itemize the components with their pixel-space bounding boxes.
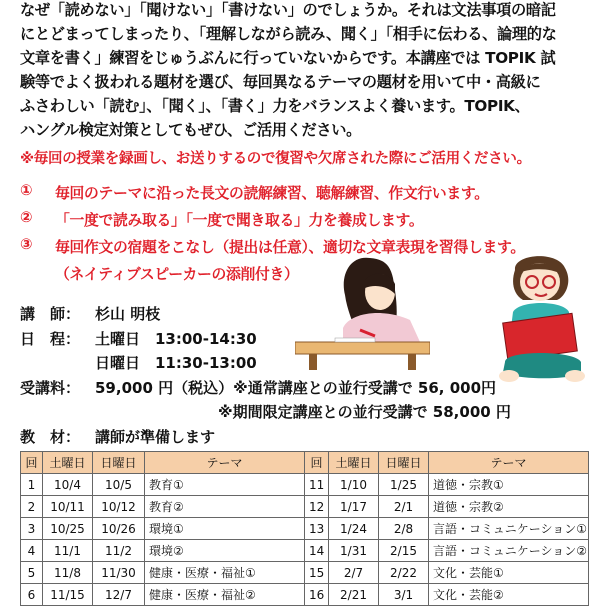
material-label: 教 材： [20, 428, 81, 446]
fee-value: 59,000 円（税込）※通常講座との並行受講で 56, 000円 [95, 379, 497, 397]
header-saturday: 土曜日 [329, 452, 379, 474]
intro-line: なぜ「読めない」「聞けない」「書けない」のでしょうか。それは文法事項の暗記 [20, 1, 556, 19]
saturday-cell: 1/31 [329, 540, 379, 562]
studying-girl-illustration [295, 250, 430, 370]
saturday-cell: 11/1 [43, 540, 93, 562]
header-session: 回 [21, 452, 43, 474]
goal-sub-note: （ネイティブスピーカーの添削付き） [55, 266, 299, 283]
saturday-cell: 10/25 [43, 518, 93, 540]
table-row [21, 540, 589, 562]
intro-line: ハングル検定対策としてもぜひ、ご活用ください。 [20, 121, 362, 139]
saturday-cell: 10/11 [43, 496, 93, 518]
goal-text: 毎回作文の宿題をこなし（提出は任意）、適切な文章表現を習得します。 [55, 239, 525, 256]
table-row [21, 496, 589, 518]
reading-girl-illustration [495, 252, 587, 392]
saturday-cell: 2/7 [329, 562, 379, 584]
session-cell: 3 [21, 518, 43, 540]
schedule-saturday: 土曜日 13:00-14:30 [95, 330, 257, 348]
table-row [21, 518, 589, 540]
header-saturday: 土曜日 [43, 452, 93, 474]
theme-cell: 健康・医療・福祉① [145, 562, 305, 584]
table-header-row [21, 452, 589, 474]
goal-item [20, 182, 590, 209]
sunday-cell: 2/15 [379, 540, 429, 562]
sunday-cell: 11/30 [93, 562, 145, 584]
session-cell: 4 [21, 540, 43, 562]
material-value: 講師が準備します [95, 428, 216, 446]
instructor-name: 杉山 明枝 [95, 305, 161, 323]
sunday-cell: 2/22 [379, 562, 429, 584]
session-cell: 6 [21, 584, 43, 606]
schedule-label: 日 程： [20, 330, 81, 348]
session-cell: 11 [305, 474, 329, 496]
saturday-cell: 2/21 [329, 584, 379, 606]
sunday-cell: 1/25 [379, 474, 429, 496]
table-row [21, 584, 589, 606]
header-sunday: 日曜日 [379, 452, 429, 474]
instructor-label: 講 師： [20, 305, 81, 323]
header-theme: テーマ [429, 452, 589, 474]
goal-number: ① [20, 182, 33, 199]
sunday-cell: 12/7 [93, 584, 145, 606]
sunday-cell: 3/1 [379, 584, 429, 606]
goal-number: ③ [20, 236, 33, 253]
theme-cell: 文化・芸能① [429, 562, 589, 584]
theme-cell: 言語・コミュニケーション① [429, 518, 589, 540]
sunday-cell: 10/5 [93, 474, 145, 496]
theme-cell: 健康・医療・福祉② [145, 584, 305, 606]
sunday-cell: 2/8 [379, 518, 429, 540]
header-session: 回 [305, 452, 329, 474]
recording-note: ※毎回の授業を録画し、お送りするので復習や欠席された際にご活用ください。 [20, 151, 531, 167]
intro-line: 験等でよく扱われる題材を選び、毎回異なるテーマの題材を用いて中・高級に [20, 73, 541, 91]
sunday-cell: 11/2 [93, 540, 145, 562]
table-row [21, 474, 589, 496]
session-cell: 13 [305, 518, 329, 540]
theme-cell: 道徳・宗教② [429, 496, 589, 518]
session-cell: 5 [21, 562, 43, 584]
session-cell: 1 [21, 474, 43, 496]
sunday-cell: 2/1 [379, 496, 429, 518]
theme-cell: 環境① [145, 518, 305, 540]
theme-cell: 環境② [145, 540, 305, 562]
goal-text: 毎回のテーマに沿った長文の読解練習、聴解練習、作文行います。 [55, 185, 489, 202]
saturday-cell: 1/24 [329, 518, 379, 540]
sunday-cell: 10/26 [93, 518, 145, 540]
saturday-cell: 10/4 [43, 474, 93, 496]
session-cell: 15 [305, 562, 329, 584]
schedule-table [20, 451, 589, 606]
goal-item [20, 209, 590, 236]
saturday-cell: 1/10 [329, 474, 379, 496]
saturday-cell: 1/17 [329, 496, 379, 518]
intro-line: にとどまってしまったり、「理解しながら読み、聞く」「相手に伝わる、論理的な [20, 25, 557, 43]
session-cell: 16 [305, 584, 329, 606]
goal-text: 「一度で読み取る」「一度で聞き取る」力を養成します。 [55, 212, 424, 229]
theme-cell: 教育① [145, 474, 305, 496]
header-sunday: 日曜日 [93, 452, 145, 474]
theme-cell: 言語・コミュニケーション② [429, 540, 589, 562]
session-cell: 12 [305, 496, 329, 518]
fee-discount-note: ※期間限定講座との並行受講で 58,000 円 [218, 403, 511, 421]
saturday-cell: 11/15 [43, 584, 93, 606]
schedule-sunday: 日曜日 11:30-13:00 [95, 354, 257, 372]
session-cell: 2 [21, 496, 43, 518]
session-cell: 14 [305, 540, 329, 562]
theme-cell: 教育② [145, 496, 305, 518]
intro-line: 文章を書く」練習をじゅうぶんに行っていないからです。本講座では TOPIK 試 [20, 49, 556, 67]
fee-label: 受講料： [20, 379, 81, 397]
sunday-cell: 10/12 [93, 496, 145, 518]
saturday-cell: 11/8 [43, 562, 93, 584]
theme-cell: 道徳・宗教① [429, 474, 589, 496]
table-row [21, 562, 589, 584]
header-theme: テーマ [145, 452, 305, 474]
goal-number: ② [20, 209, 33, 226]
theme-cell: 文化・芸能② [429, 584, 589, 606]
intro-line: ふさわしい「読む」、「聞く」、「書く」力をバランスよく養います。TOPIK、 [20, 97, 530, 115]
intro-paragraph [20, 0, 590, 142]
